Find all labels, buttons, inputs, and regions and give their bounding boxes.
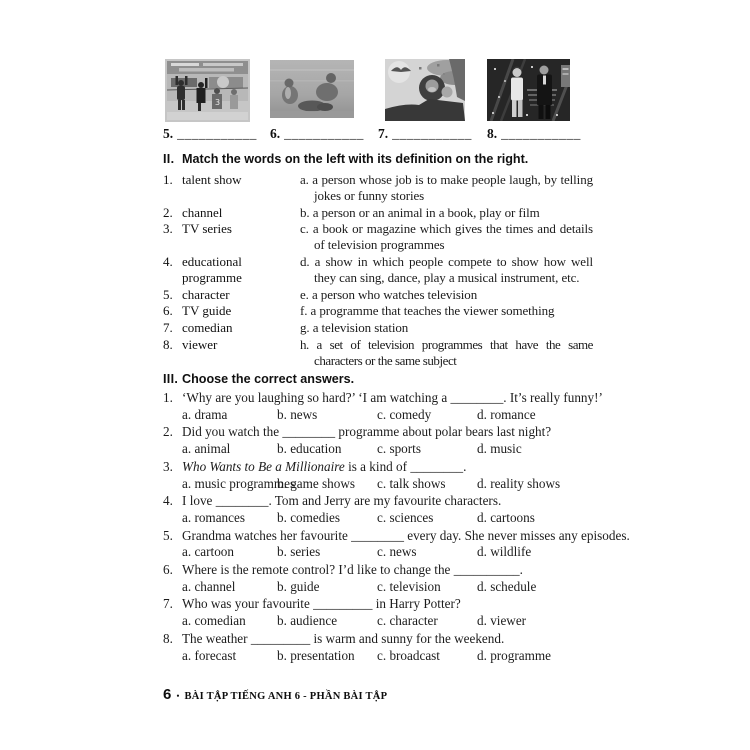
option-d: d. programme: [477, 647, 551, 663]
match-row: [163, 320, 593, 336]
answer-options: [163, 441, 738, 458]
option-d: d. music: [477, 441, 522, 457]
option-b: b. series: [277, 544, 321, 560]
answer-blank-line: ___________: [177, 126, 257, 141]
option-b: b. comedies: [277, 509, 340, 525]
question-text: Who was your favourite _________ in Harry Potter?: [182, 596, 461, 612]
match-definition: a. a person whose job is to make people laugh, by telling jokes or funny stories: [300, 172, 593, 203]
option-a: a. music programmes: [182, 475, 296, 491]
option-b: b. news: [277, 406, 318, 422]
match-definition: e. a person who watches television: [300, 286, 478, 302]
option-c: c. character: [377, 613, 438, 629]
match-term: comedian: [182, 320, 233, 336]
answer-blank-line: ___________: [284, 126, 364, 141]
match-number: 1.: [163, 172, 173, 187]
match-row: [163, 287, 593, 303]
question-number: 4.: [163, 493, 173, 509]
match-row: [163, 303, 593, 319]
image-number: 7.: [378, 126, 389, 141]
question-7: [163, 596, 738, 630]
match-term: channel: [182, 204, 223, 220]
answer-options: [163, 476, 738, 493]
option-a: a. channel: [182, 578, 236, 594]
lion-king-cartoon-photo: [385, 59, 465, 121]
footer-book-title: BÀI TẬP TIẾNG ANH 6 - PHẦN BÀI TẬP: [184, 691, 388, 702]
section-multiple-choice: [163, 372, 738, 665]
question-1: [163, 390, 738, 424]
option-a: a. comedian: [182, 613, 246, 629]
match-definition: b. a person or an animal in a book, play or film: [300, 204, 540, 220]
image-answer-blank-8: [487, 126, 581, 142]
section-matching: [163, 152, 593, 370]
question-text: Grandma watches her favourite ________ every day. She never misses any episodes.: [182, 527, 630, 543]
answer-options: [163, 407, 738, 424]
question-8: [163, 631, 738, 665]
question-number: 5.: [163, 527, 173, 543]
match-term: TV guide: [182, 303, 232, 319]
question-5: [163, 528, 738, 562]
section-numeral: II.: [163, 152, 175, 166]
match-row: [163, 172, 593, 204]
match-definition: g. a television station: [300, 320, 409, 336]
option-d: d. schedule: [477, 578, 537, 594]
page-footer: [163, 686, 387, 703]
question-text: ‘Why are you laughing so hard?’ ‘I am watching a ________. It’s really funny!’: [182, 390, 603, 405]
option-b: b. education: [277, 441, 342, 457]
question-text: Did you watch the ________ programme about polar bears last night?: [182, 424, 552, 440]
volleyball-match-photo: [165, 59, 250, 122]
option-a: a. forecast: [182, 647, 237, 663]
option-c: c. television: [377, 578, 441, 594]
match-number: 7.: [163, 320, 173, 336]
option-b: b. audience: [277, 613, 338, 629]
option-d: d. romance: [477, 406, 536, 422]
match-number: 6.: [163, 303, 173, 319]
image-answer-blank-5: [163, 126, 257, 142]
match-number: 4.: [163, 253, 173, 269]
option-d: d. reality shows: [477, 475, 561, 491]
answer-blank-line: ___________: [392, 126, 472, 141]
answer-options: [163, 648, 738, 665]
question-4: [163, 493, 738, 527]
option-a: a. cartoon: [182, 544, 234, 560]
question-2: [163, 424, 738, 458]
match-number: 8.: [163, 336, 173, 352]
option-c: c. sports: [377, 441, 421, 457]
match-term: talent show: [182, 172, 242, 187]
match-row: [163, 221, 593, 253]
image-answer-blank-6: [270, 126, 364, 142]
image-number: 5.: [163, 126, 174, 141]
match-row: [163, 254, 593, 286]
match-term: viewer: [182, 336, 218, 352]
match-definition: f. a programme that teaches the viewer something: [300, 303, 555, 319]
match-term: TV series: [182, 221, 232, 237]
game-show-stage-photo: [487, 59, 570, 121]
section-numeral: III.: [163, 372, 179, 386]
question-number: 2.: [163, 424, 173, 440]
match-term: educational programme: [182, 253, 242, 285]
question-6: [163, 562, 738, 596]
option-d: d. viewer: [477, 613, 527, 629]
question-text: Who Wants to Be a Millionaire is a kind of ________.: [182, 458, 467, 474]
match-number: 2.: [163, 204, 173, 220]
option-a: a. drama: [182, 406, 228, 422]
answer-options: [163, 613, 738, 630]
option-a: a. romances: [182, 509, 245, 525]
option-b: b. presentation: [277, 647, 355, 663]
question-3: [163, 459, 738, 493]
match-definition: d. a show in which people compete to show how well they can sing, dance, play a musical instrument, etc.: [300, 253, 593, 285]
match-number: 3.: [163, 221, 173, 237]
question-number: 7.: [163, 596, 173, 612]
answer-options: [163, 544, 738, 561]
show-title-italic: Who Wants to Be a Millionaire: [182, 458, 345, 474]
section-title: Match the words on the left with its definition on the right.: [182, 152, 529, 166]
option-b: b. game shows: [277, 475, 356, 491]
svg-text:3: 3: [215, 98, 221, 107]
question-text: Where is the remote control? I’d like to change the __________.: [182, 561, 523, 577]
option-a: a. animal: [182, 441, 231, 457]
question-number: 3.: [163, 458, 173, 474]
option-c: c. talk shows: [377, 475, 446, 491]
option-d: d. wildlife: [477, 544, 532, 560]
match-definition: h. a set of television programmes that have the same characters or the same subject: [300, 336, 593, 368]
option-c: c. comedy: [377, 406, 432, 422]
option-c: c. sciences: [377, 509, 434, 525]
section-3-heading: [163, 372, 738, 386]
answer-blank-line: ___________: [501, 126, 581, 141]
section-2-heading: [163, 152, 593, 166]
question-number: 6.: [163, 561, 173, 577]
option-c: c. news: [377, 544, 417, 560]
match-term: character: [182, 286, 230, 302]
question-number: 1.: [163, 390, 173, 405]
page-number: 6: [163, 686, 172, 703]
cheetahs-wildlife-photo: [270, 60, 354, 118]
footer-bullet: •: [176, 691, 180, 701]
question-text: I love ________. Tom and Jerry are my favourite characters.: [182, 493, 502, 509]
match-number: 5.: [163, 286, 173, 302]
match-row: [163, 205, 593, 221]
option-c: c. broadcast: [377, 647, 440, 663]
answer-options: [163, 510, 738, 527]
match-row: [163, 337, 593, 369]
image-answer-blank-7: [378, 126, 472, 142]
option-b: b. guide: [277, 578, 320, 594]
match-definition: c. a book or magazine which gives the times and details of television programmes: [300, 221, 593, 253]
question-text: The weather _________ is warm and sunny for the weekend.: [182, 630, 505, 646]
section-title: Choose the correct answers.: [182, 372, 355, 386]
image-number: 8.: [487, 126, 498, 141]
answer-options: [163, 579, 738, 596]
option-d: d. cartoons: [477, 509, 535, 525]
image-number: 6.: [270, 126, 281, 141]
question-number: 8.: [163, 630, 173, 646]
